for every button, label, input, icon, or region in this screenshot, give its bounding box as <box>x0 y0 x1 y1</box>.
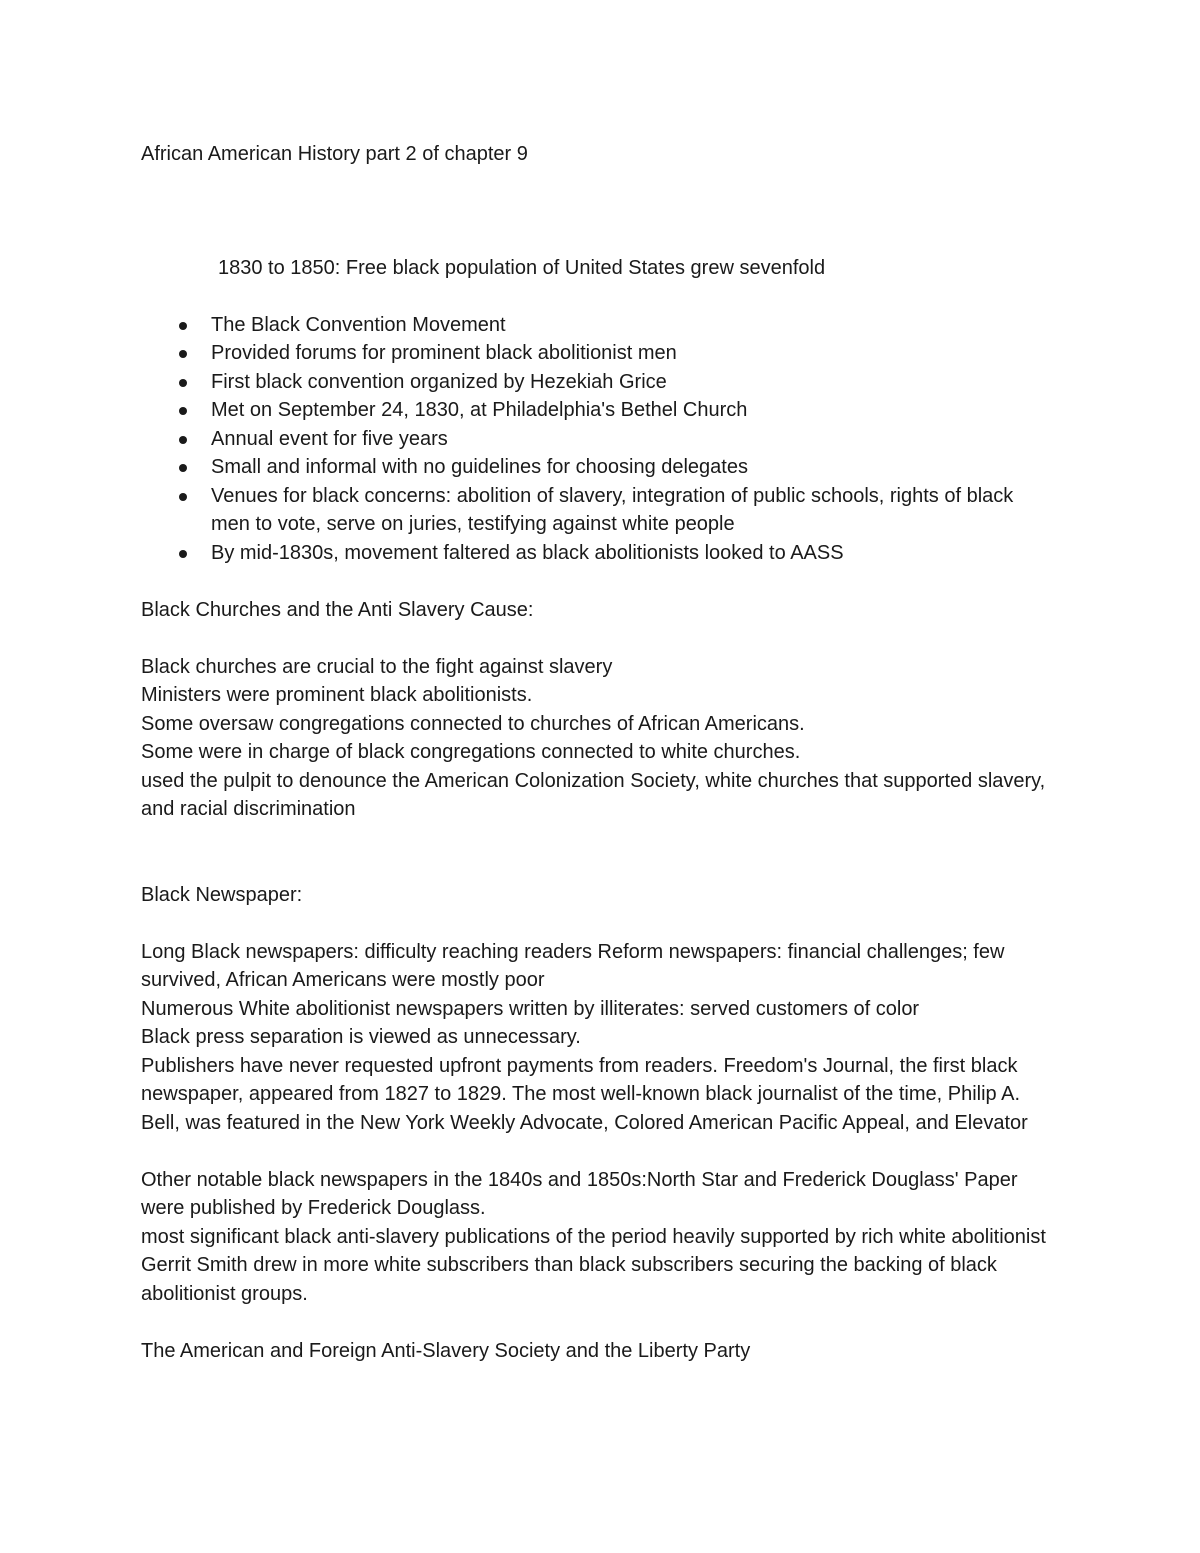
list-item: Small and informal with no guidelines for choosing delegates <box>211 453 1051 482</box>
list-item: By mid-1830s, movement faltered as black abolitionists looked to AASS <box>211 539 1051 568</box>
list-item: Provided forums for prominent black abolitionist men <box>211 339 1051 368</box>
list-item: Venues for black concerns: abolition of slavery, integration of public schools, rights of black men to vote, serve on juries, testifying against white people <box>211 482 1051 539</box>
churches-heading: Black Churches and the Anti Slavery Cause: <box>141 598 534 621</box>
spacer <box>141 909 1051 938</box>
spacer <box>141 624 1051 653</box>
document-title: African American History part 2 of chapter 9 <box>141 143 528 165</box>
spacer <box>141 824 1051 853</box>
paragraph-line: Numerous White abolitionist newspapers written by illiterates: served customers of color <box>141 997 920 1020</box>
intro-line: 1830 to 1850: Free black population of United States grew sevenfold <box>218 256 826 279</box>
document-page <box>141 140 1051 1365</box>
spacer <box>141 1137 1051 1166</box>
paragraph-line: Long Black newspapers: difficulty reaching readers Reform newspapers: financial challenges; few survived, African Americans were mostly poor <box>141 940 1005 991</box>
list-item: Annual event for five years <box>211 425 1051 454</box>
paragraph-line: most significant black anti-slavery publications of the period heavily supported by rich white abolitionist Gerrit Smith drew in more white subscribers than black subscribers securing the backing of black abolitionist groups. <box>141 1225 1046 1305</box>
paragraph-line: Black churches are crucial to the fight against slavery <box>141 655 613 678</box>
list-item: The Black Convention Movement <box>211 311 1051 340</box>
paragraph-line: Black press separation is viewed as unnecessary. <box>141 1026 581 1048</box>
paragraph-line: used the pulpit to denounce the American Colonization Society, white churches that supported slavery, and racial discrimination <box>141 769 1046 820</box>
paragraph-line: Some were in charge of black congregations connected to white churches. <box>141 741 801 763</box>
list-item: Met on September 24, 1830, at Philadelphia's Bethel Church <box>211 396 1051 425</box>
spacer <box>141 282 1051 311</box>
churches-paragraph <box>141 653 1051 824</box>
paragraph-line: Some oversaw congregations connected to churches of African Americans. <box>141 712 805 735</box>
spacer <box>141 169 1051 254</box>
paragraph-line: Other notable black newspapers in the 1840s and 1850s:North Star and Frederick Douglass' Paper were published by Frederick Douglass. <box>141 1168 1018 1219</box>
newspaper-paragraph-1 <box>141 938 1051 1138</box>
list-item: First black convention organized by Hezekiah Grice <box>211 368 1051 397</box>
final-heading: The American and Foreign Anti-Slavery Society and the Liberty Party <box>141 1339 751 1362</box>
newspaper-heading: Black Newspaper: <box>141 883 303 906</box>
paragraph-line: Publishers have never requested upfront payments from readers. Freedom's Journal, the first black newspaper, appeared from 1827 to 1829. The most well-known black journalist of the time, Philip A. Bell, was featured in the New York Weekly Advocate, Colored American Pacific Appeal, and Elevator <box>141 1054 1028 1134</box>
convention-bullet-list <box>141 311 1051 568</box>
paragraph-line: Ministers were prominent black abolitionists. <box>141 684 533 706</box>
spacer <box>141 1308 1051 1337</box>
newspaper-paragraph-2 <box>141 1166 1051 1309</box>
spacer <box>141 567 1051 596</box>
spacer <box>141 852 1051 881</box>
